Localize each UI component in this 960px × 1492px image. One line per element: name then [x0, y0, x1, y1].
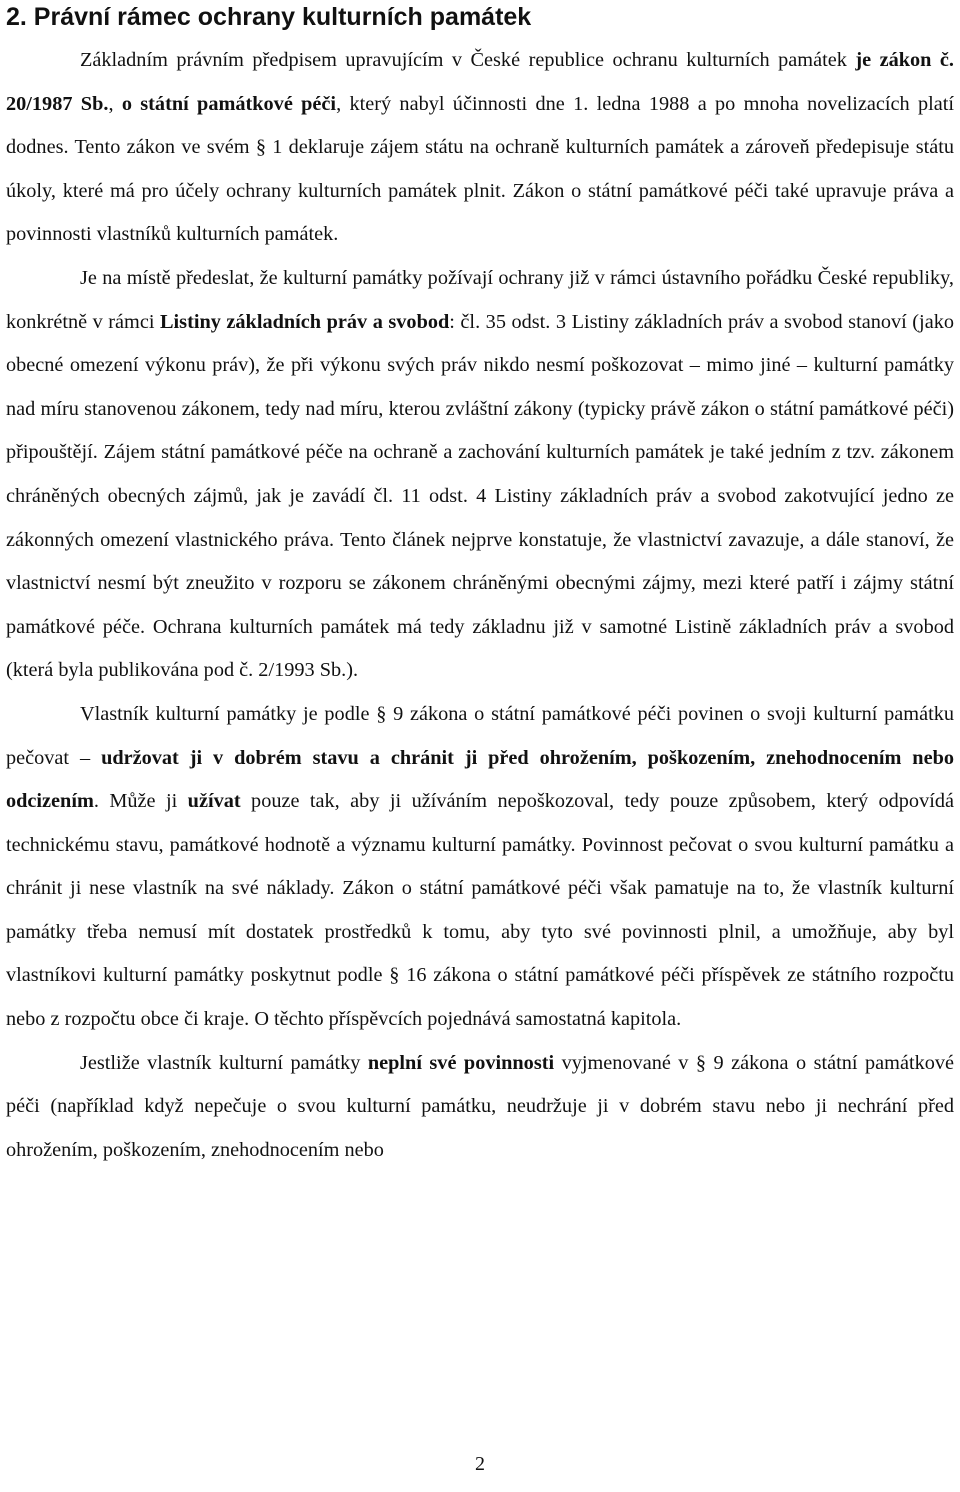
paragraph — [6, 257, 954, 693]
text-run: , který nabyl účinnosti dne 1. ledna 1988 a po mnoha novelizacích platí dodnes. Tento zákon ve svém § 1 deklaruje zájem státu na ochraně kulturních památek a zároveň předepisuje státu úkoly, které má pro účely ochrany kulturních památek plnit. Zákon o státní památkové péči také upravuje práva a povinnosti vlastníků kulturních památek. — [6, 92, 954, 246]
text-run: Jestliže vlastník kulturní památky — [80, 1051, 368, 1074]
bold-text: o státní památkové péči — [121, 92, 337, 115]
text-run: , — [108, 92, 122, 115]
bold-text: Listiny základních práv a svobod — [160, 310, 450, 333]
section-heading: 2. Právní rámec ochrany kulturních památek — [6, 3, 532, 31]
text-run: Vlastník kulturní památky je podle § 9 zákona o státní památkové péči povinen o svoji kulturní památku pečovat – — [6, 702, 954, 769]
body-text — [6, 39, 954, 1172]
text-run: : čl. 35 odst. 3 Listiny základních práv a svobod stanoví (jako obecné omezení výkonu práv), že při výkonu svých práv nikdo nesmí poškozovat – mimo jiné – kulturní památky nad míru stanovenou zákonem, tedy nad míru, kterou zvláštní zákony (typicky právě zákon o státní památkové péči) připouštějí. Zájem státní památkové péče na ochraně a zachování kulturních památek je také jedním z tzv. zákonem chráněných obecných zájmů, jak je zavádí čl. 11 odst. 4 Listiny základních práv a svobod zakotvující jedno ze zákonných omezení vlastnického práva. Tento článek nejprve konstatuje, že vlastnictví zavazuje, a dále stanoví, že vlastnictví nesmí být zneužito v rozporu se zákonem chráněnými obecnými zájmy, mezi které patří i zájmy státní památkové péče. Ochrana kulturních památek má tedy základnu již v samotné Listině základních práv a svobod (která byla publikována pod č. 2/1993 Sb.). — [6, 310, 954, 682]
text-run: Základním právním předpisem upravujícím v České republice ochranu kulturních památek — [80, 49, 856, 71]
document-page — [6, 0, 954, 1172]
text-run: vyjmenované v § 9 zákona o státní památkové péči (například když nepečuje o svou kulturní památku, neudržuje ji v dobrém stavu nebo ji nechrání před ohrožením, poškozením, znehodnocením nebo — [6, 1051, 954, 1161]
text-run: . Může ji — [93, 790, 188, 813]
paragraph — [6, 693, 954, 1042]
page-number: 2 — [475, 1453, 485, 1475]
bold-text: užívat — [187, 790, 241, 813]
text-run: pouze tak, aby ji užíváním nepoškozoval, tedy pouze způsobem, který odpovídá technickému stavu, památkové hodnotě a významu kulturní památky. Povinnost pečovat o svou kulturní památku a chránit ji nese vlastník na své náklady. Zákon o státní památkové péči však pamatuje na to, že vlastník kulturní památky třeba nemusí mít dostatek prostředků k tomu, aby tyto své povinnosti plnil, a umožňuje, aby byl vlastníkovi kulturní památky poskytnut podle § 16 zákona o státní památkové péči příspěvek ze státního rozpočtu nebo z rozpočtu obce či kraje. O těchto příspěvcích pojednává samostatná kapitola. — [6, 790, 954, 1031]
paragraph — [6, 39, 954, 257]
paragraph — [6, 1042, 954, 1173]
bold-text: neplní své povinnosti — [367, 1051, 555, 1074]
bold-text: je zákon č. 20/1987 Sb. — [6, 49, 955, 115]
bold-text: udržovat ji v dobrém stavu a chránit ji před ohrožením, poškozením, znehodnocením nebo odcizením — [6, 746, 955, 813]
text-run: Je na místě předeslat, že kulturní památky požívají ochrany již v rámci ústavního pořádku České republiky, konkrétně v rámci — [6, 266, 954, 333]
